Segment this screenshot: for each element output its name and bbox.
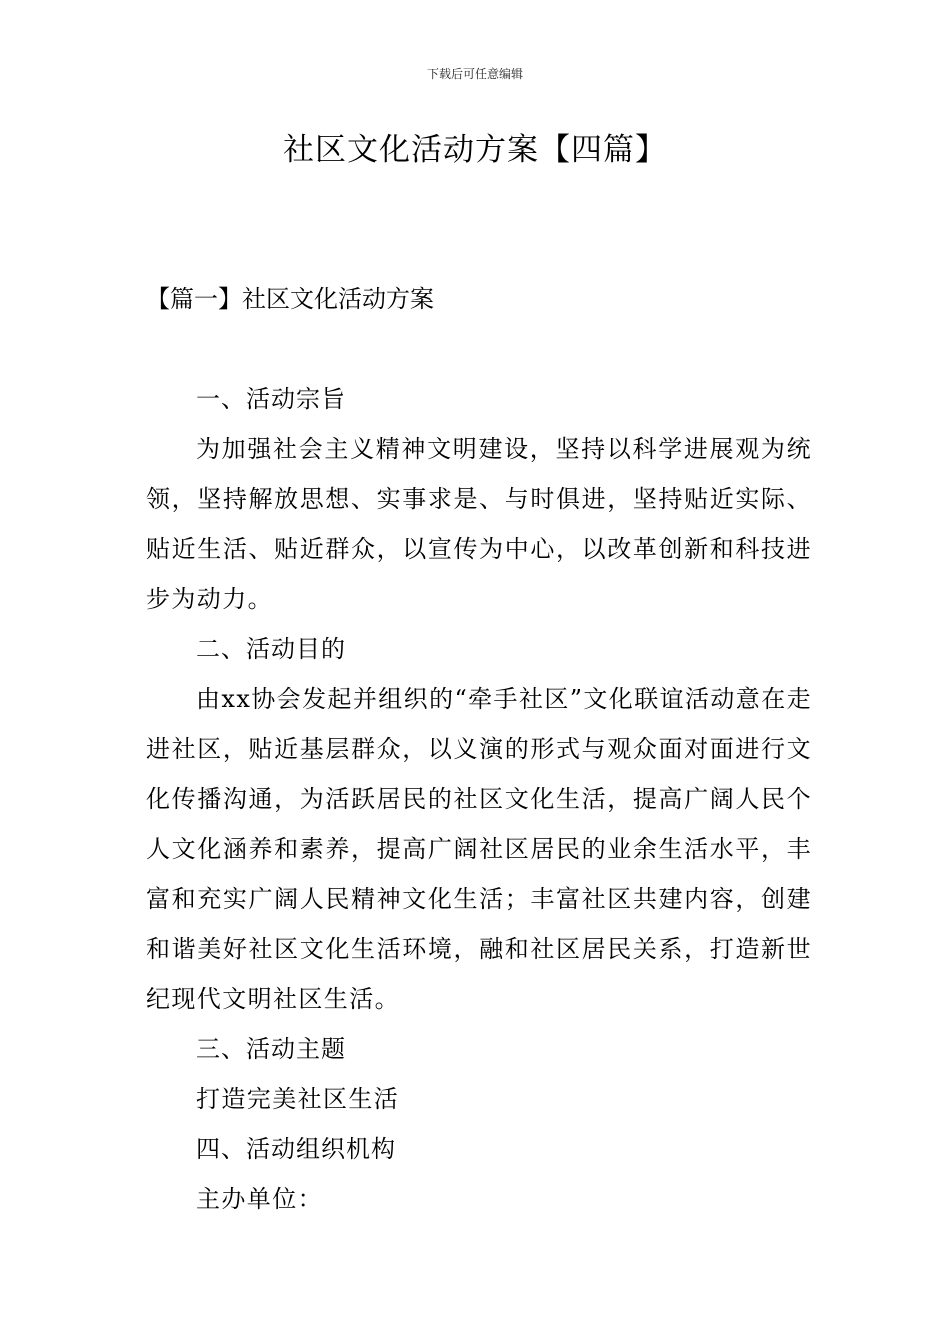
paragraph-organizer: 主办单位： <box>196 1185 323 1213</box>
heading-theme: 三、活动主题 <box>196 1035 346 1063</box>
paragraph-theme: 打造完美社区生活 <box>196 1085 400 1113</box>
document-title: 社区文化活动方案【四篇】 <box>283 132 667 168</box>
paragraph-purpose: 为加强社会主义精神文明建设，坚持以科学进展观为统领，坚持解放思想、实事求是、与时俱进，坚持贴近实际、贴近生活、贴近群众，以宣传为中心，以改革创新和科技进步为动力。 <box>146 435 812 613</box>
heading-purpose: 一、活动宗旨 <box>196 385 346 413</box>
heading-organization: 四、活动组织机构 <box>196 1135 396 1163</box>
section-title: 【篇一】社区文化活动方案 <box>146 285 434 313</box>
header-note: 下载后可任意编辑 <box>426 67 523 81</box>
document-body <box>146 374 812 1224</box>
paragraph-objective: 由xx协会发起并组织的“牵手社区”文化联谊活动意在走进社区，贴近基层群众，以义演的形式与观众面对面进行文化传播沟通，为活跃居民的社区文化生活，提高广阔人民个人文化涵养和素养，提高广阔社区居民的业余生活水平，丰富和充实广阔人民精神文化生活；丰富社区共建内容，创建和谐美好社区文化生活环境，融和社区居民关系，打造新世纪现代文明社区生活。 <box>146 685 813 1013</box>
heading-objective: 二、活动目的 <box>196 635 346 663</box>
